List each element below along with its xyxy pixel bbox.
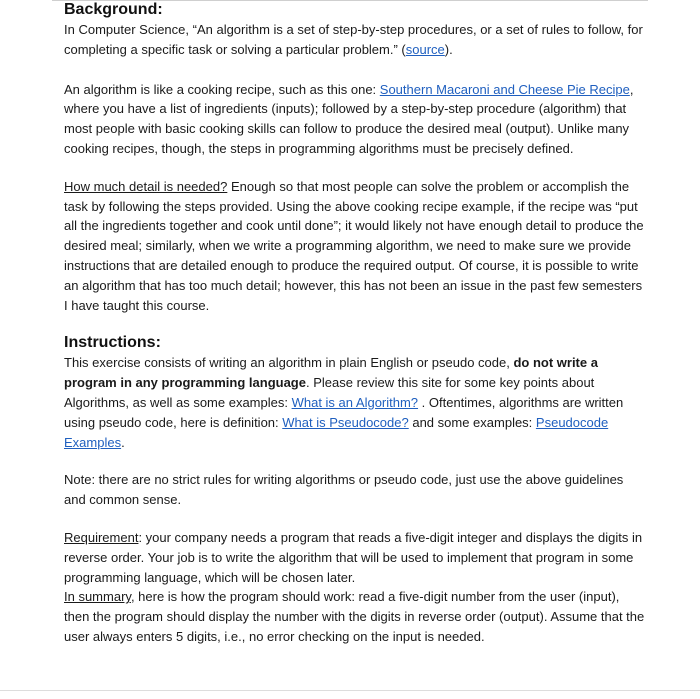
what-is-algorithm-link[interactable]: What is an Algorithm? [291,394,419,410]
background-paragraph-1 [64,20,648,60]
background-p1-text: In Computer Science, “An algorithm is a set of step-by-step procedures, or a set of rules to follow, for completing a specific task or solving a particular problem.” ( [64,22,643,57]
bottom-divider [0,690,700,691]
background-p1-end: ). [444,41,453,57]
instructions-p1-mid2: . Oftentimes, algorithms are written using pseudo code, here is definition: [64,394,624,430]
instructions-p1-start: This exercise consists of writing an algorithm in plain English or pseudo code, [64,355,514,371]
background-p2-start: An algorithm is like a cooking recipe, such as this one: [64,81,380,97]
background-paragraph-2 [64,80,648,159]
detail-question: How much detail is needed? [64,178,228,194]
instructions-heading: Instructions: [64,334,161,352]
top-divider [52,0,648,1]
instructions-p1-mid3: and some examples: [408,414,536,430]
summary-paragraph [64,587,648,646]
requirement-text: : your company needs a program that reads a five-digit integer and displays the digits in reverse order. Your job is to write the algorithm that will be used to implement that program in some programming language, which will be chosen later. [64,529,643,585]
summary-text: , here is how the program should work: read a five-digit number from the user (input), then the program should display the number with the digits in reverse order (output). Assume that the user always enters 5 digits, i.e., no error checking on the input is needed. [64,589,645,644]
background-paragraph-3 [64,177,648,316]
instructions-paragraph-1 [64,353,648,452]
background-p2-rest: , where you have a list of ingredients (inputs); followed by a step-by-step procedure (algorithm) that most people with basic cooking skills can follow to produce the desired meal (output). Unlike many cooking recipes, though, the steps in programming algorithms must be precisely defined. [64,81,634,156]
recipe-link[interactable]: Southern Macaroni and Cheese Pie Recipe [379,81,630,97]
instructions-p1-mid: . Please review this site for some key points about Algorithms, as well as some examples: [64,375,595,410]
note-paragraph: Note: there are no strict rules for writing algorithms or pseudo code, just use the above guidelines and common sense. [64,472,624,508]
source-link[interactable]: source [405,41,445,57]
what-is-pseudocode-link[interactable]: What is Pseudocode? [282,414,409,430]
instructions-p1-bold: do not write a program in any programming language [64,355,598,391]
background-heading: Background: [64,1,163,18]
background-p3-rest: Enough so that most people can solve the problem or accomplish the task by following the steps provided. Using the above cooking recipe example, if the recipe was “put all the ingredients together and cook until done”; it would likely not have enough detail to produce the desired meal; similarly, when we write a programming algorithm, we need to make sure we provide instructions that are detailed enough to produce the required output. Of course, it is possible to write an algorithm that has too much detail; however, this has not been an issue in the past few semesters I have taught this course. [64,178,644,313]
summary-label: In summary [64,589,131,605]
instructions-p1-end: . [121,434,125,450]
requirement-label: Requirement [64,529,139,545]
pseudocode-examples-link[interactable]: Pseudocode Examples [64,414,609,450]
requirement-paragraph [64,528,648,587]
